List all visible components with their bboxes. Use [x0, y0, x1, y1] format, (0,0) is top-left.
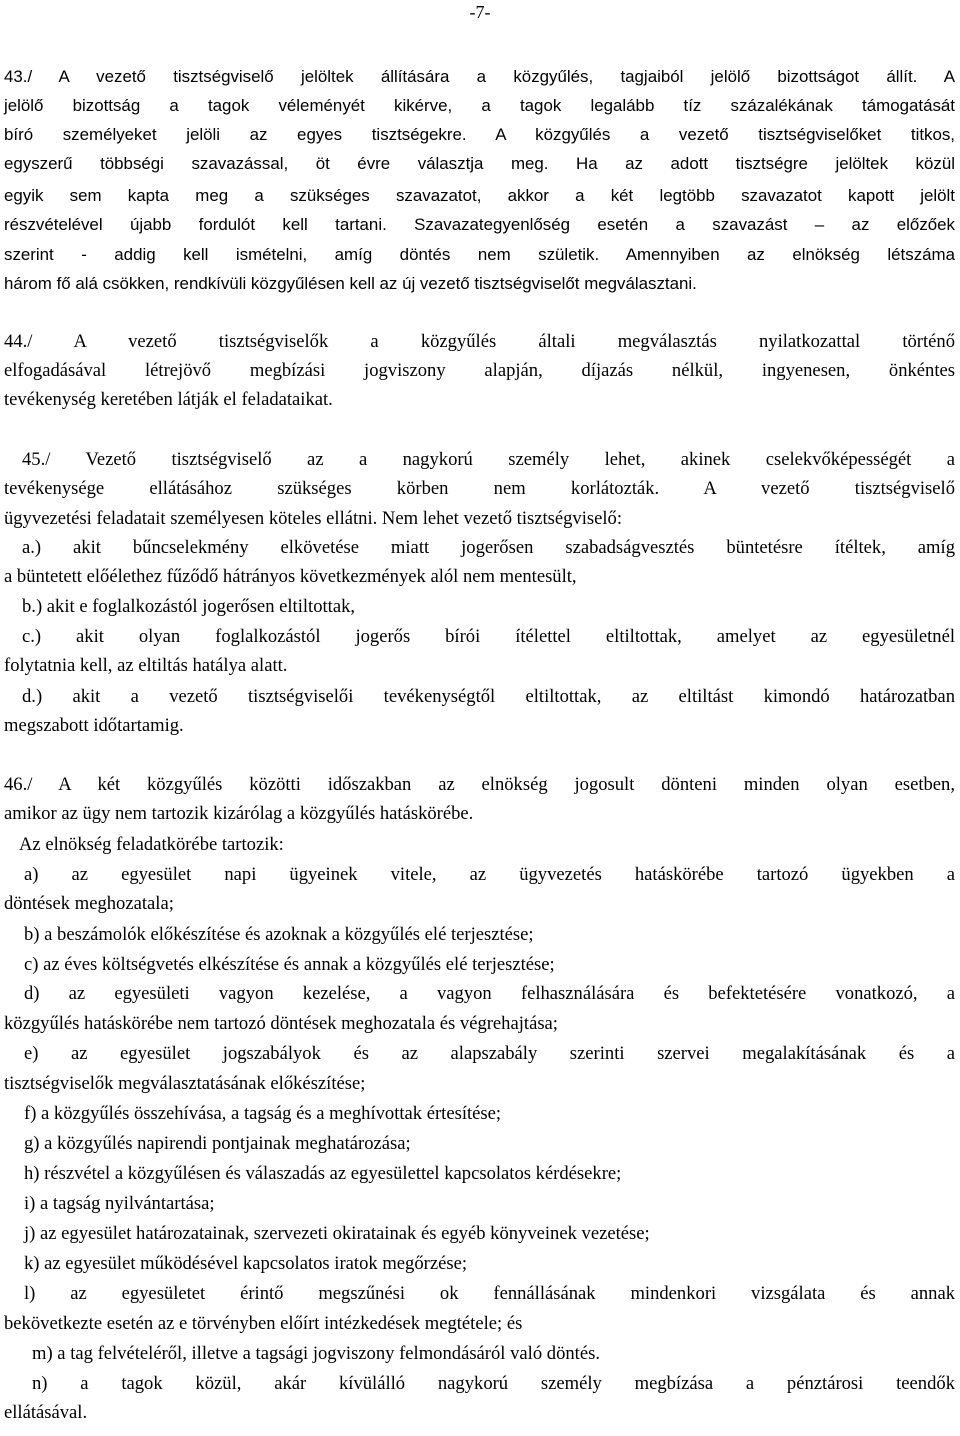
s43-line-8: három fő alá csökken, rendkívüli közgyűlésen kell az új vezető tisztségviselőt megválasztani. — [4, 274, 697, 293]
s46-item-d-line-2: közgyűlés hatáskörébe nem tartozó döntések meghozatala és végrehajtása; — [4, 1013, 558, 1034]
s43-line-2: jelölő bizottság a tagok véleményét kikérve, a tagok legalább tíz százalékának támogatását — [4, 96, 955, 115]
s46-item-a-line-1: a) az egyesület napi ügyeinek vitele, az ügyvezetés hatáskörébe tartozó ügyekben a — [24, 864, 955, 885]
s46-item-d-line-1: d) az egyesületi vagyon kezelése, a vagyon felhasználására és befektetésére vonatkozó, a — [24, 983, 955, 1004]
s46-item-e-line-1: e) az egyesület jogszabályok és az alapszabály szerinti szervei megalakításának és a — [24, 1043, 955, 1064]
s45-line-2: tevékenysége ellátásához szükséges körben nem korlátozták. A vezető tisztségviselő — [4, 478, 955, 499]
s46-item-g: g) a közgyűlés napirendi pontjainak meghatározása; — [24, 1133, 411, 1154]
s43-line-3: bíró személyeket jelöli az egyes tisztségekre. A közgyűlés a vezető tisztségviselőket titkos, — [4, 125, 955, 144]
s46-item-n-line-2: ellátásával. — [4, 1402, 88, 1423]
s45-item-d-line-2: megszabott időtartamig. — [4, 715, 184, 736]
s44-line-2: elfogadásával létrejövő megbízási jogviszony alapján, díjazás nélkül, ingyenesen, önkéntes — [4, 360, 955, 381]
s45-item-d-line-1: d.) akit a vezető tisztségviselői tevékenységtől eltiltottak, az eltiltást kimondó határozatban — [22, 686, 955, 707]
s46-item-c: c) az éves költségvetés elkészítése és annak a közgyűlés elé terjesztése; — [24, 954, 555, 975]
s46-duties-heading: Az elnökség feladatkörébe tartozik: — [19, 834, 284, 855]
s46-item-l-line-1: l) az egyesületet érintő megszűnési ok fennállásának mindenkori vizsgálata és annak — [24, 1283, 955, 1304]
s46-item-i: i) a tagság nyilvántartása; — [24, 1193, 215, 1214]
s46-line-1: 46./ A két közgyűlés közötti időszakban az elnökség jogosult dönteni minden olyan esetben, — [4, 774, 955, 795]
s46-item-f: f) a közgyűlés összehívása, a tagság és a meghívottak értesítése; — [24, 1103, 502, 1124]
s46-item-b: b) a beszámolók előkészítése és azoknak a közgyűlés elé terjesztése; — [24, 924, 534, 945]
s45-item-a-line-2: a büntetett előélethez fűződő hátrányos következmények alól nem mentesült, — [4, 566, 577, 587]
s45-line-3: ügyvezetési feladatait személyesen köteles ellátni. Nem lehet vezető tisztségviselő: — [4, 508, 623, 529]
s46-item-e-line-2: tisztségviselők megválasztatásának előkészítése; — [4, 1073, 366, 1094]
s43-line-7: szerint - addig kell ismételni, amíg döntés nem születik. Amennyiben az elnökség létszáma — [4, 245, 955, 264]
s43-line-1: 43./ A vezető tisztségviselő jelöltek állítására a közgyűlés, tagjaiból jelölő bizottságot állít. A — [4, 67, 955, 86]
s43-line-5: egyik sem kapta meg a szükséges szavazatot, akkor a két legtöbb szavazatot kapott jelölt — [4, 186, 955, 205]
s45-item-c-line-1: c.) akit olyan foglalkozástól jogerős bírói ítélettel eltiltottak, amelyet az egyesületnél — [22, 626, 955, 647]
s45-item-b: b.) akit e foglalkozástól jogerősen eltiltottak, — [22, 596, 356, 617]
s46-item-n-line-1: n) a tagok közül, akár kívülálló nagykorú személy megbízása a pénztárosi teendők — [32, 1373, 955, 1394]
s45-item-c-line-2: folytatnia kell, az eltiltás hatálya alatt. — [4, 655, 288, 676]
s46-item-a-line-2: döntések meghozatala; — [4, 893, 174, 914]
s43-line-6: részvételével újabb fordulót kell tartani. Szavazategyenlőség esetén a szavazást – az előzőek — [4, 215, 955, 234]
s45-line-1: 45./ Vezető tisztségviselő az a nagykorú személy lehet, akinek cselekvőképességét a — [22, 449, 955, 470]
s45-item-a-line-1: a.) akit bűncselekmény elkövetése miatt jogerősen szabadságvesztés büntetésre ítéltek, amíg — [22, 537, 955, 558]
s46-item-j: j) az egyesület határozatainak, szervezeti okiratainak és egyéb könyveinek vezetése; — [24, 1223, 650, 1244]
s46-item-l-line-2: bekövetkezte esetén az e törvényben előírt intézkedések megtétele; és — [4, 1313, 523, 1334]
s44-line-1: 44./ A vezető tisztségviselők a közgyűlés általi megválasztás nyilatkozattal történő — [4, 331, 955, 352]
s44-line-3: tevékenység keretében látják el feladataikat. — [4, 389, 333, 410]
s46-item-m: m) a tag felvételéről, illetve a tagsági jogviszony felmondásáról való döntés. — [32, 1343, 600, 1364]
s46-item-h: h) részvétel a közgyűlésen és válaszadás az egyesülettel kapcsolatos kérdésekre; — [24, 1163, 622, 1184]
s46-item-k: k) az egyesület működésével kapcsolatos iratok megőrzése; — [24, 1253, 467, 1274]
s46-line-2: amikor az ügy nem tartozik kizárólag a közgyűlés hatáskörébe. — [4, 803, 474, 824]
s43-line-4: egyszerű többségi szavazással, öt évre választja meg. Ha az adott tisztségre jelöltek közül — [4, 154, 955, 173]
page-number: -7- — [469, 2, 491, 22]
